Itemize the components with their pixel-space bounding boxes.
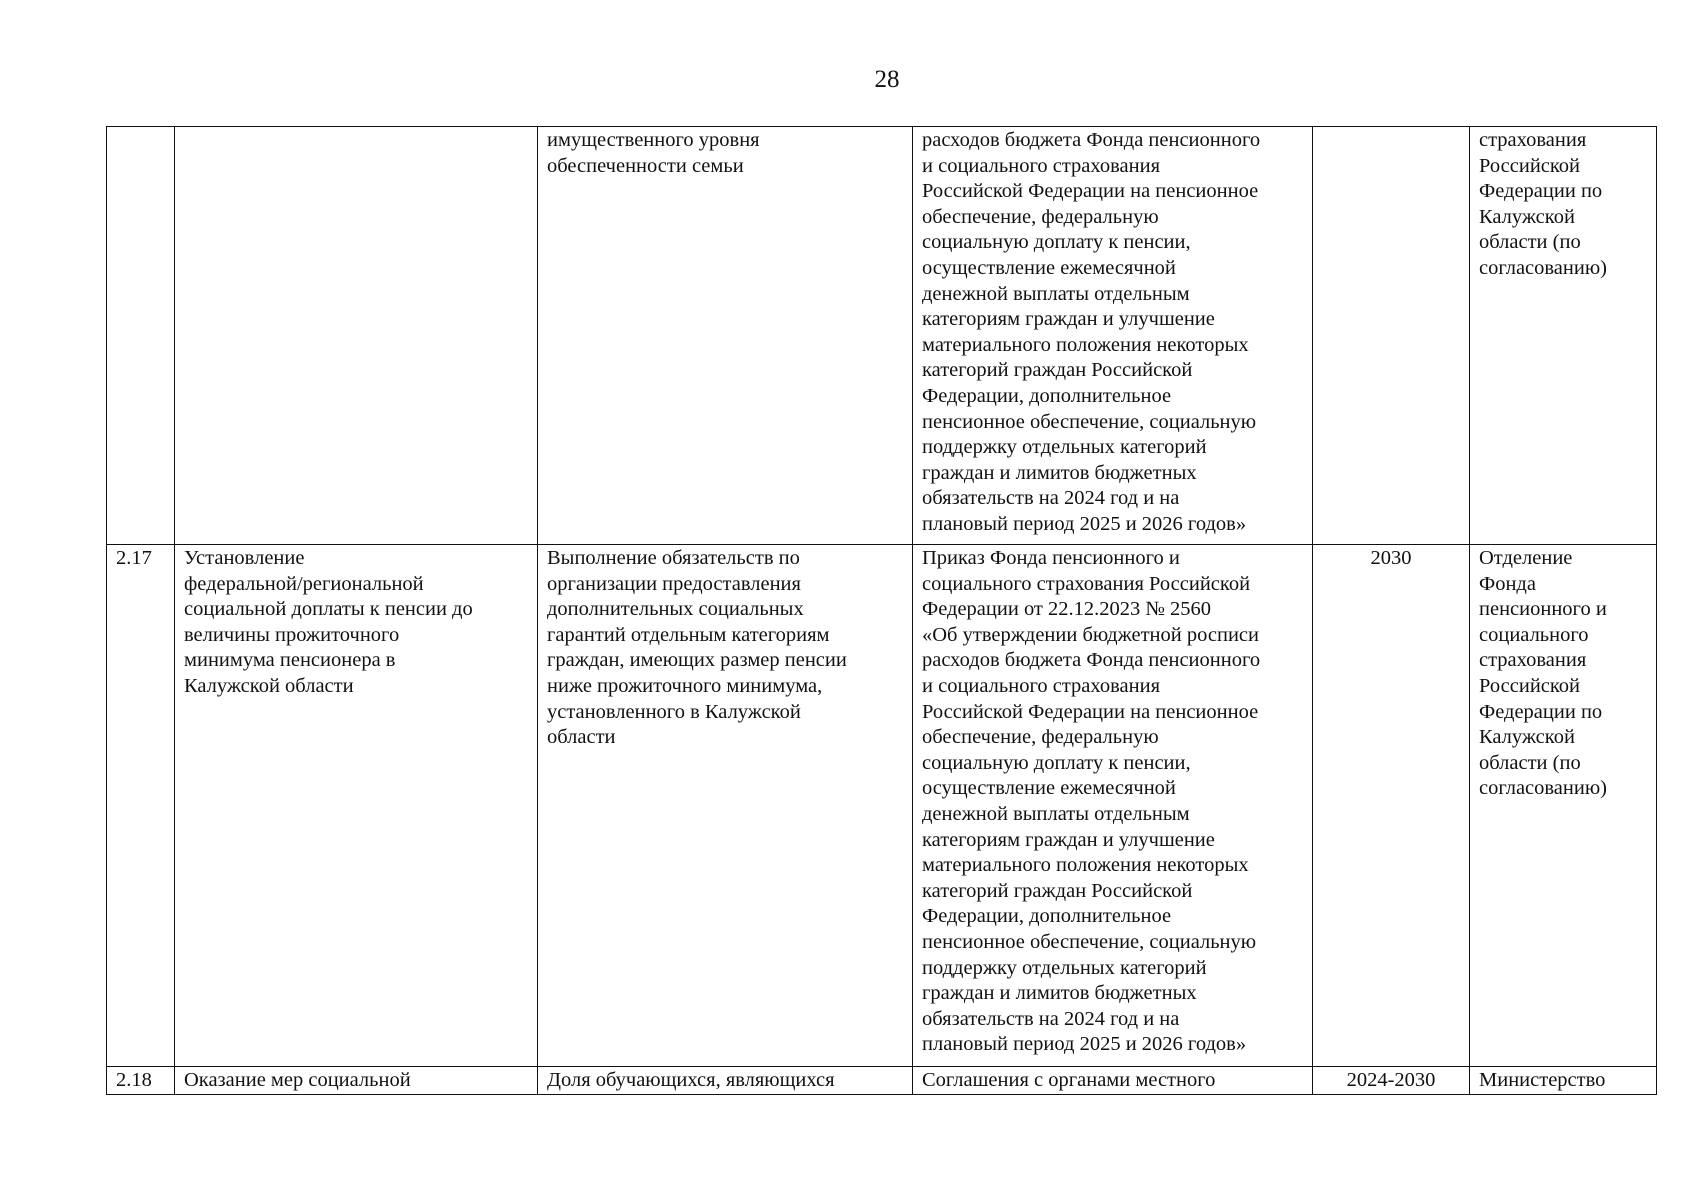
row-number-cell: 2.17 xyxy=(107,545,175,1067)
measure-name-cell: Установление федеральной/региональной социальной доплаты к пенсии до величины прожиточного минимума пенсионера в Калужской области xyxy=(175,545,538,1067)
legal-basis-cell: Соглашения с органами местного xyxy=(913,1067,1313,1095)
measure-name-cell xyxy=(175,127,538,545)
responsible-cell: Отделение Фонда пенсионного и социального страхования Российской Федерации по Калужской области (по согласованию) xyxy=(1470,545,1657,1067)
deadline-cell: 2024-2030 xyxy=(1313,1067,1470,1095)
responsible-cell: Министерство xyxy=(1470,1067,1657,1095)
deadline-cell: 2030 xyxy=(1313,545,1470,1067)
legal-basis-cell: Приказ Фонда пенсионного и социального страхования Российской Федерации от 22.12.2023 № 2560 «Об утверждении бюджетной росписи расходов бюджета Фонда пенсионного и социального страхования Российской Федерации на пенсионное обеспечение, федеральную социальную доплату к пенсии, осуществление ежемесячной денежной выплаты отдельным категориям граждан и улучшение материального положения некоторых категорий граждан Российской Федерации, дополнительное пенсионное обеспечение, социальную поддержку отдельных категорий граждан и лимитов бюджетных обязательств на 2024 год и на плановый период 2025 и 2026 годов» xyxy=(913,545,1313,1067)
measures-table xyxy=(106,126,1657,1095)
legal-basis-cell: расходов бюджета Фонда пенсионного и социального страхования Российской Федерации на пенсионное обеспечение, федеральную социальную доплату к пенсии, осуществление ежемесячной денежной выплаты отдельным категориям граждан и улучшение материального положения некоторых категорий граждан Российской Федерации, дополнительное пенсионное обеспечение, социальную поддержку отдельных категорий граждан и лимитов бюджетных обязательств на 2024 год и на плановый период 2025 и 2026 годов» xyxy=(913,127,1313,545)
row-number-cell xyxy=(107,127,175,545)
expected-result-cell: имущественного уровня обеспеченности семьи xyxy=(538,127,913,545)
deadline-cell xyxy=(1313,127,1470,545)
measure-name-cell: Оказание мер социальной xyxy=(175,1067,538,1095)
table-row xyxy=(107,545,1657,1067)
row-number-cell: 2.18 xyxy=(107,1067,175,1095)
table-row xyxy=(107,127,1657,545)
responsible-cell: страхования Российской Федерации по Калужской области (по согласованию) xyxy=(1470,127,1657,545)
expected-result-cell: Доля обучающихся, являющихся xyxy=(538,1067,913,1095)
expected-result-cell: Выполнение обязательств по организации предоставления дополнительных социальных гарантий отдельным категориям граждан, имеющих размер пенсии ниже прожиточного минимума, установленного в Калужской области xyxy=(538,545,913,1067)
table-row xyxy=(107,1067,1657,1095)
page-number: 28 xyxy=(874,66,900,93)
